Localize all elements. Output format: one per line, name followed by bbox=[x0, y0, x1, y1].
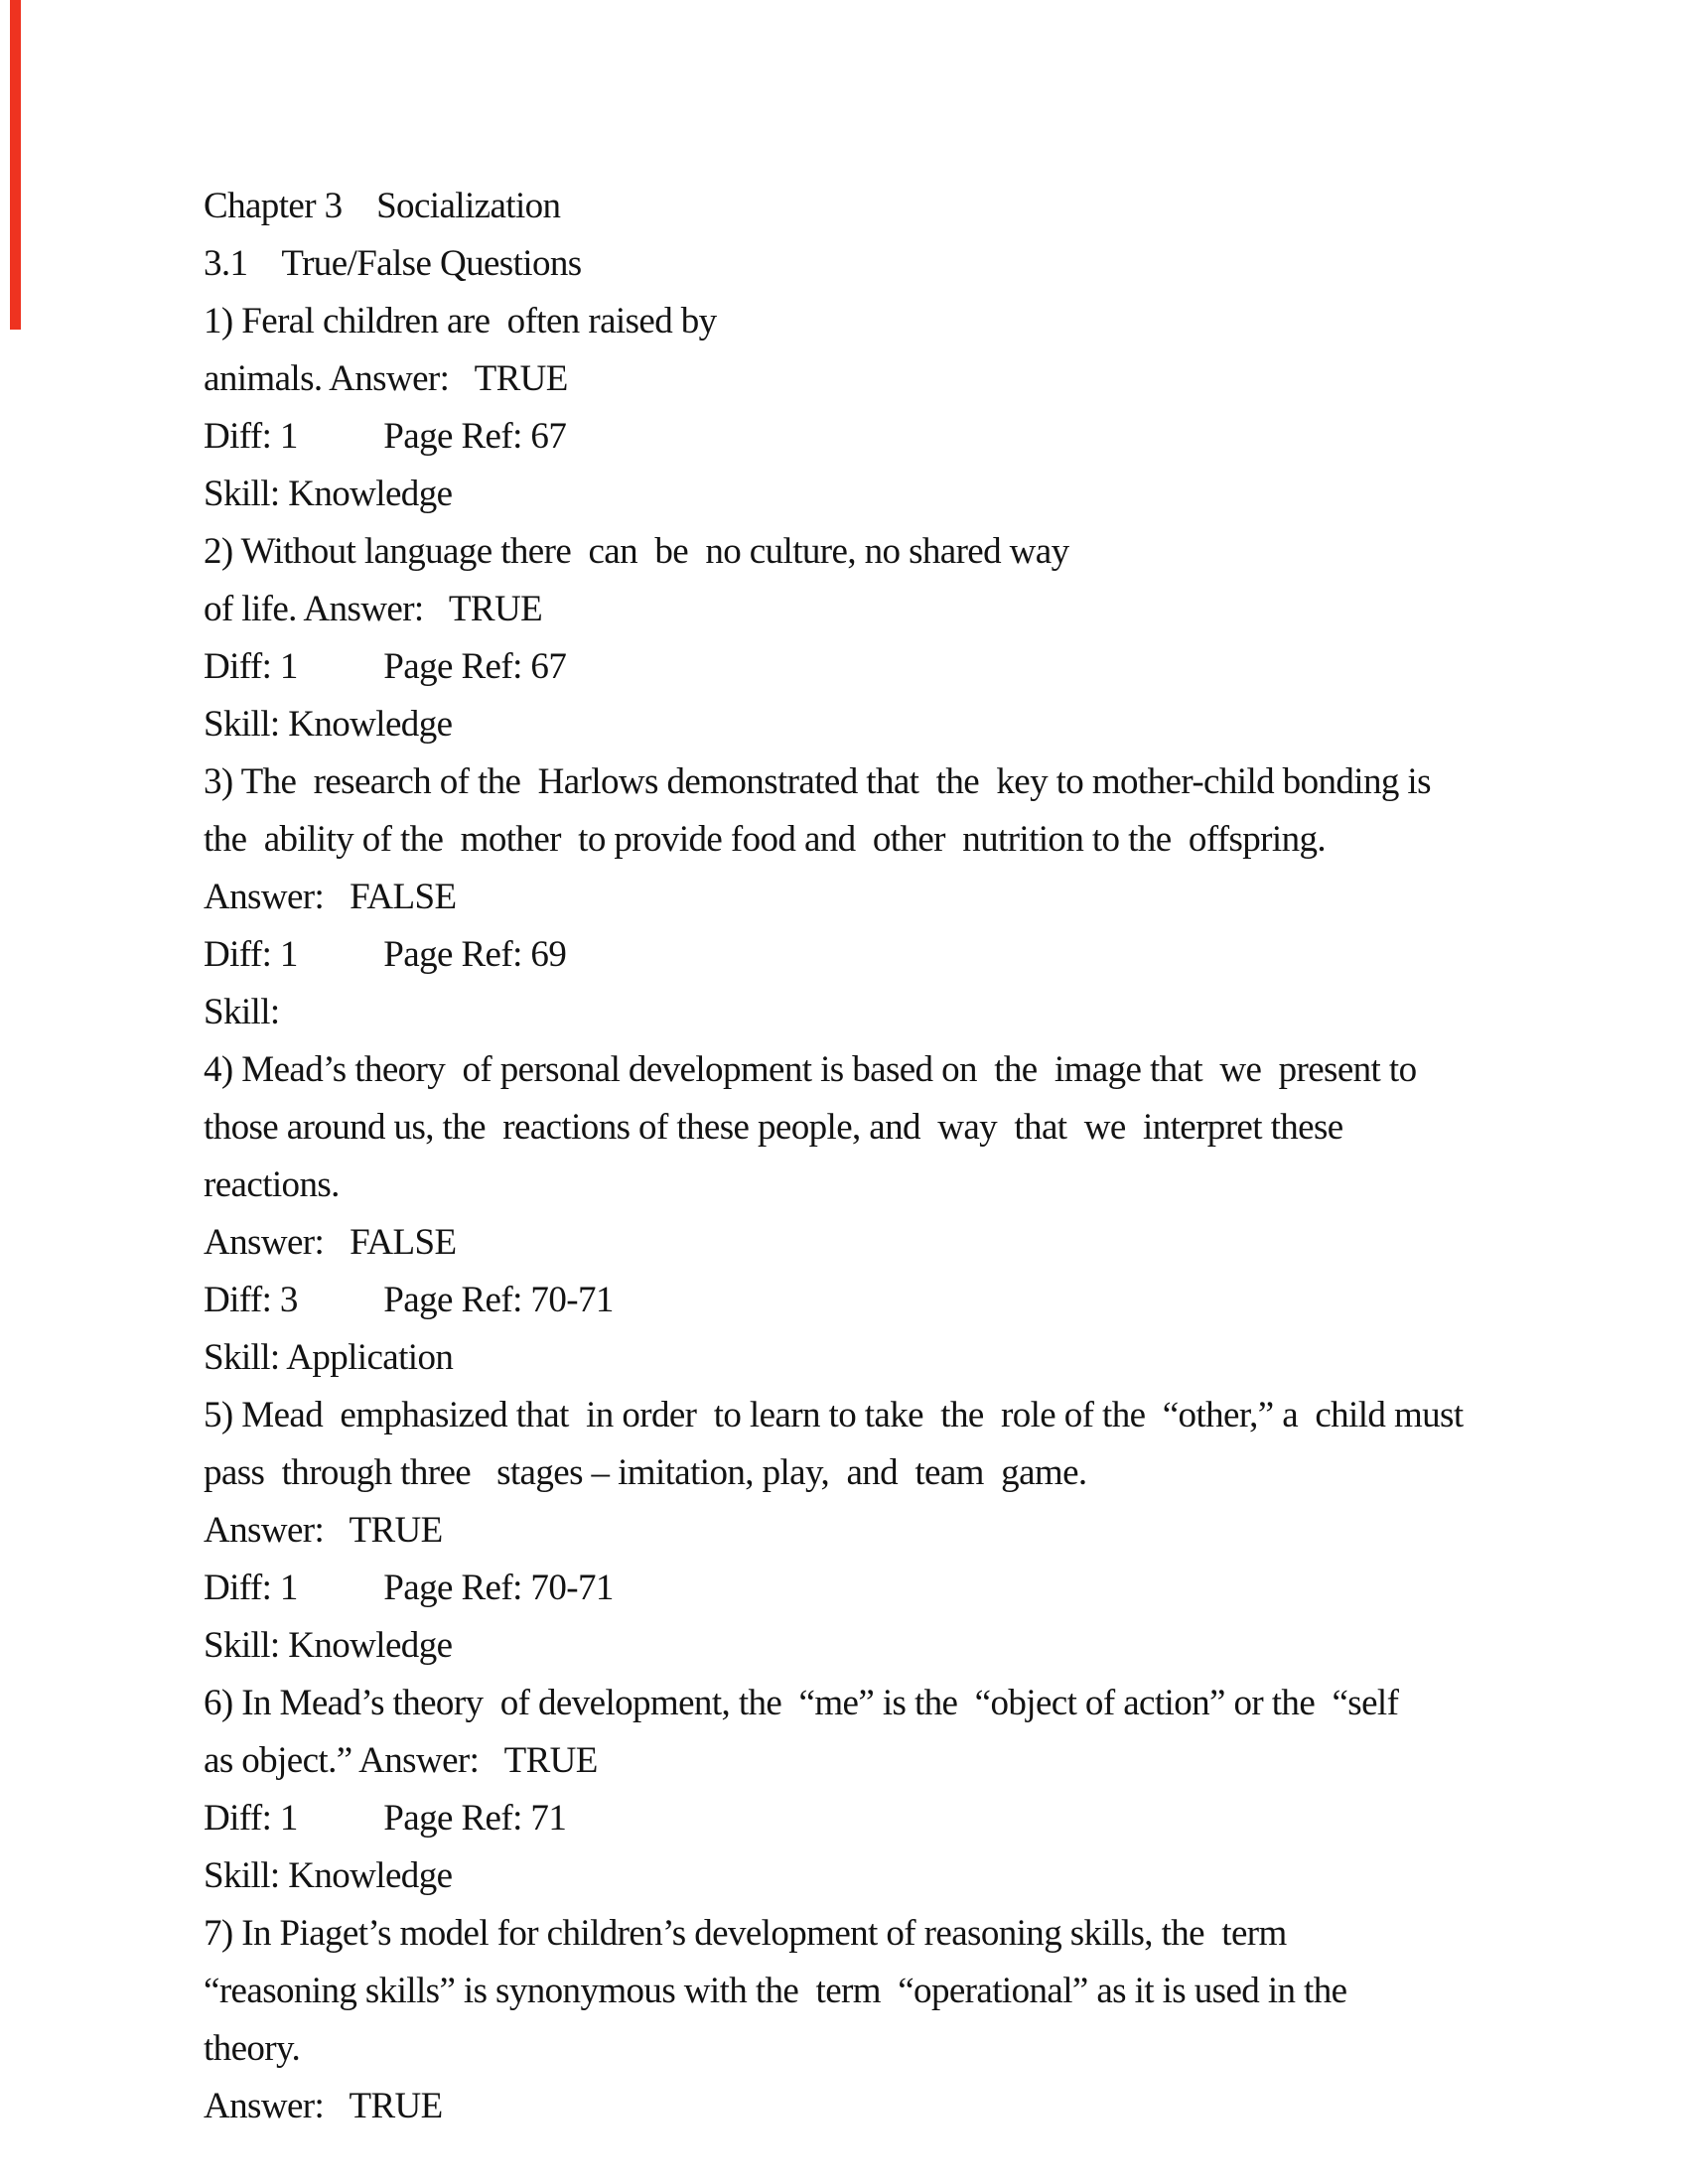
question-6-text: 6) In Mead’s theory of development, the “me” is the “object of action” or the “self bbox=[204, 1683, 1399, 1723]
question-3-skill: Skill: bbox=[204, 992, 280, 1032]
question-2-answer: of life. Answer: TRUE bbox=[204, 589, 543, 629]
question-5-text-2: pass through three stages – imitation, play, and team game. bbox=[204, 1452, 1087, 1493]
question-1-text: 1) Feral children are often raised by bbox=[204, 301, 717, 341]
question-4-text-2: those around us, the reactions of these people, and way that we interpret these bbox=[204, 1107, 1343, 1148]
question-5-answer: Answer: TRUE bbox=[204, 1510, 443, 1551]
question-1-answer: animals. Answer: TRUE bbox=[204, 358, 568, 399]
question-3-diff-ref: Diff: 1 Page Ref: 69 bbox=[204, 934, 567, 975]
question-5-skill: Skill: Knowledge bbox=[204, 1625, 453, 1666]
question-4-text: 4) Mead’s theory of personal development is based on the image that we present to bbox=[204, 1049, 1417, 1090]
question-3-text-2: the ability of the mother to provide food and other nutrition to the offspring. bbox=[204, 819, 1327, 860]
section-heading: 3.1 True/False Questions bbox=[204, 243, 582, 284]
question-7-text-3: theory. bbox=[204, 2028, 301, 2069]
question-5-diff-ref: Diff: 1 Page Ref: 70-71 bbox=[204, 1568, 614, 1608]
question-4-answer: Answer: FALSE bbox=[204, 1222, 457, 1263]
red-margin-marker-bar bbox=[10, 0, 21, 330]
question-7-answer: Answer: TRUE bbox=[204, 2086, 443, 2126]
question-6-diff-ref: Diff: 1 Page Ref: 71 bbox=[204, 1798, 567, 1839]
chapter-heading: Chapter 3 Socialization bbox=[204, 186, 561, 226]
question-3-text: 3) The research of the Harlows demonstrated that the key to mother-child bonding is bbox=[204, 761, 1431, 802]
document-text-block bbox=[204, 178, 1464, 2135]
question-6-skill: Skill: Knowledge bbox=[204, 1855, 453, 1896]
question-1-diff-ref: Diff: 1 Page Ref: 67 bbox=[204, 416, 567, 457]
question-4-text-3: reactions. bbox=[204, 1164, 340, 1205]
question-3-answer: Answer: FALSE bbox=[204, 877, 457, 917]
question-1-skill: Skill: Knowledge bbox=[204, 474, 453, 514]
question-7-text-2: “reasoning skills” is synonymous with the term “operational” as it is used in the bbox=[204, 1971, 1347, 2011]
question-7-text: 7) In Piaget’s model for children’s development of reasoning skills, the term bbox=[204, 1913, 1287, 1954]
question-2-skill: Skill: Knowledge bbox=[204, 704, 453, 745]
question-4-skill: Skill: Application bbox=[204, 1337, 454, 1378]
question-2-text: 2) Without language there can be no culture, no shared way bbox=[204, 531, 1069, 572]
question-5-text: 5) Mead emphasized that in order to learn to take the role of the “other,” a child must bbox=[204, 1395, 1464, 1435]
question-2-diff-ref: Diff: 1 Page Ref: 67 bbox=[204, 646, 567, 687]
question-4-diff-ref: Diff: 3 Page Ref: 70-71 bbox=[204, 1280, 614, 1320]
question-6-answer: as object.” Answer: TRUE bbox=[204, 1740, 598, 1781]
